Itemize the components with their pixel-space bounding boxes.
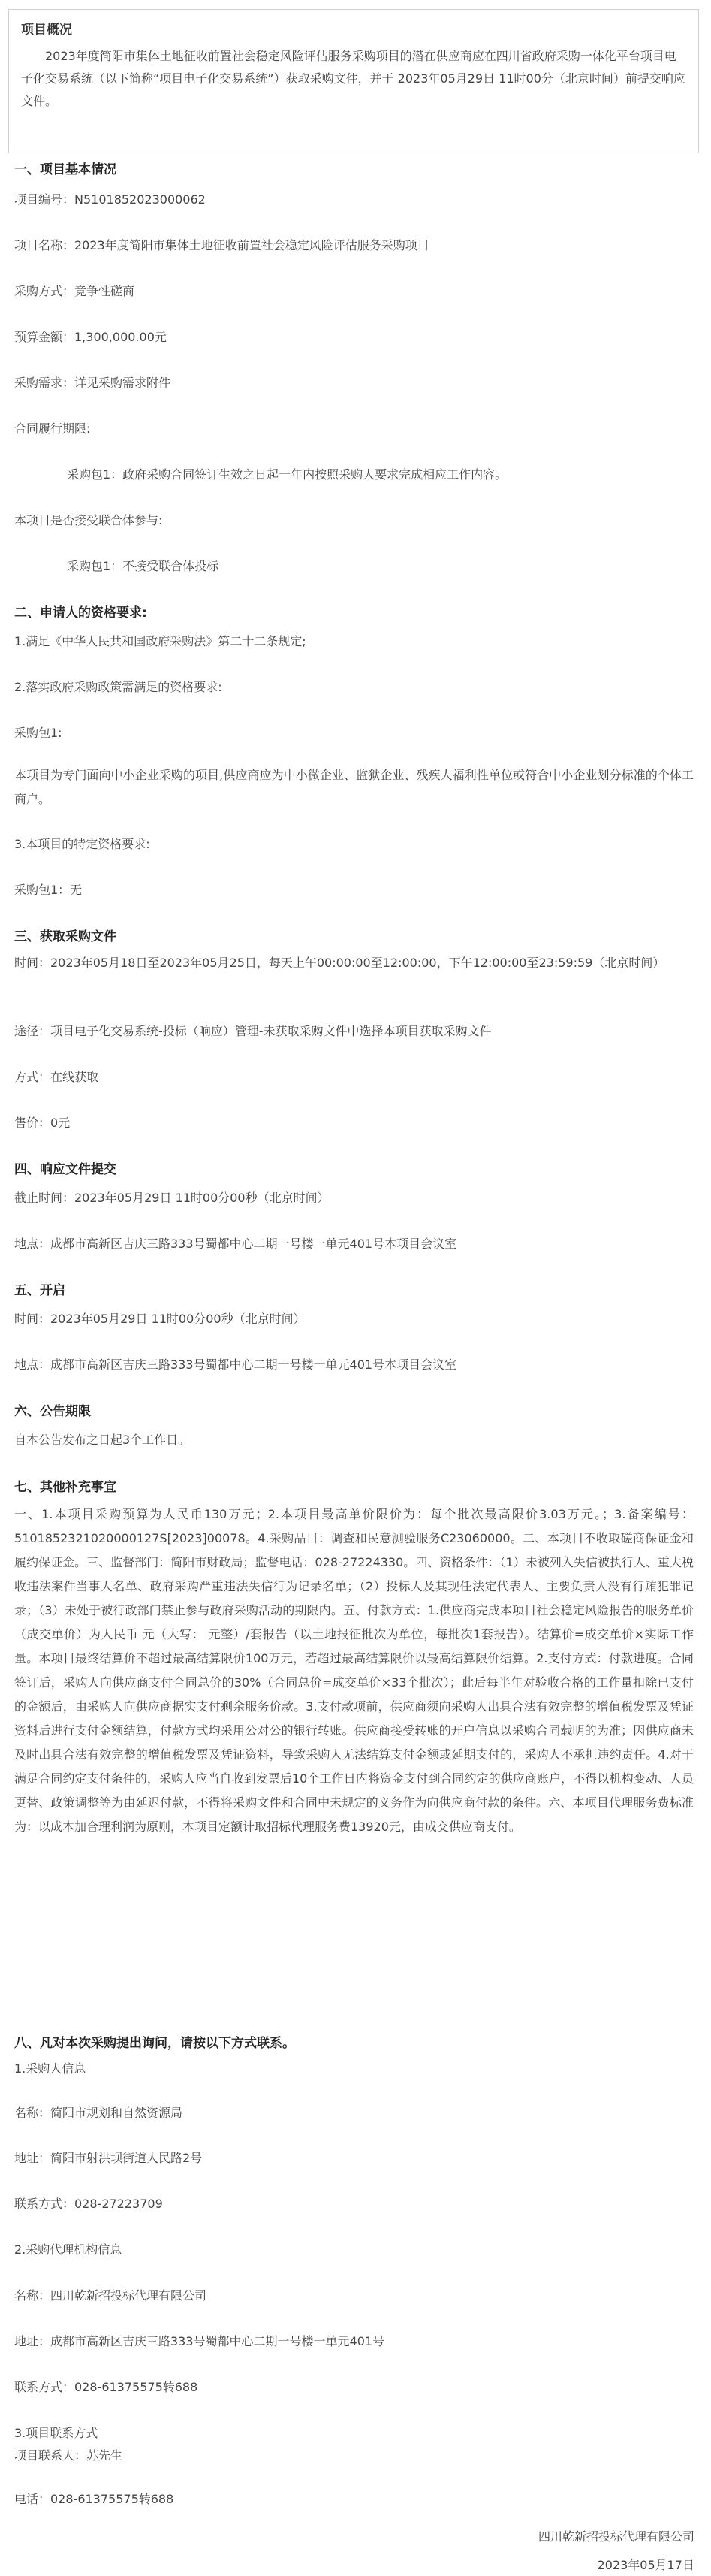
overview-box	[8, 9, 699, 153]
opening-place: 地点：成都市高新区吉庆三路333号蜀都中心二期一号楼一单元401号本项目会议室	[14, 1357, 457, 1372]
overview-title: 项目概况	[21, 23, 72, 38]
section-2-title: 二、申请人的资格要求:	[14, 605, 147, 621]
procurement-method: 采购方式：竞争性磋商	[14, 284, 135, 298]
acquire-route: 途径：项目电子化交易系统-投标（响应）管理-未获取采购文件中选择本项目获取采购文件	[14, 1024, 492, 1038]
supplementary-text: 一、1.本项目采购预算为人民币130万元；2.本项目最高单价限价为：每个批次最高限价3.03万元。；3.备案编号：5101852321020000127S[2023]00078。4.采购品目：调查和民意测验服务C23060000。二、本项目不收取磋商保证金和履约保证金。三、监督部门：简阳市财政局；监督电话：028-27224330。四、资格条件：（1）未被列入失信被执行人、重大税收违法案件当事人名单、政府采购严重违法失信行为记录名单；（2）投标人及其现任法定代表人、主要负责人没有行贿犯罪记录；（3）未处于被行政部门禁止参与政府采购活动的期限内。五、付款方式：1.供应商完成本项目社会稳定风险报告的服务单价（成交单价）为人民币 元（大写： 元整）/套报告（以土地报征批次为单位，每批次1套报告）。结算价=成交单价×实际工作量。本项目最终结算价不超过最高结算限价100万元，若超过最高结算限价以最高结算限价结算。2.支付方式：付款进度。合同签订后，采购人向供应商支付合同总价的30%（合同总价=成交单价×33个批次）；此后每半年对验收合格的工作量扣除已支付的金额后，由采购人向供应商据实支付剩余服务价款。3.支付款项前，供应商须向采购人出具合法有效完整的增值税发票及凭证资料后进行支付金额结算，付款方式均采用公对公的银行转账。供应商接受转账的开户信息以采购合同载明的为准；因供应商未及时出具合法有效完整的增值税发票及凭证资料，导致采购人无法结算支付金额或延期支付的，采购人不承担违约责任。4.对于满足合同约定支付条件的，采购人应当自收到发票后10个工作日内将资金支付到合同约定的供应商账户，不得以机构变动、人员更替、政策调整等为由延迟付款，不得将采购文件和合同中未规定的义务作为向供应商付款的条件。六、本项目代理服务费标准为：以成本加合理利润为原则，本项目定额计取招标代理服务费13920元，由成交供应商支付。	[14, 1507, 694, 1834]
opening-time: 时间：2023年05月29日 11时00分00秒（北京时间）	[14, 1312, 306, 1326]
acquire-way: 方式：在线获取	[14, 1070, 99, 1084]
purchaser-phone: 联系方式：028-27223709	[14, 2197, 163, 2211]
agency-info-title: 2.采购代理机构信息	[14, 2242, 122, 2257]
project-contact-title: 3.项目联系方式	[14, 2426, 98, 2440]
qualification-1: 1.满足《中华人民共和国政府采购法》第二十二条规定;	[14, 634, 306, 648]
agency-address: 地址：成都市高新区吉庆三路333号蜀都中心二期一号楼一单元401号	[14, 2334, 385, 2348]
section-1	[14, 159, 694, 180]
section-6-title: 六、公告期限	[14, 1404, 91, 1419]
procurement-demand: 采购需求：详见采购需求附件	[14, 376, 171, 390]
consortium-pkg1: 采购包1：不接受联合体投标	[67, 559, 219, 573]
notice-period: 自本公告发布之日起3个工作日。	[14, 1433, 191, 1447]
signature-date: 2023年05月17日	[597, 2558, 694, 2572]
contract-period-label: 合同履行期限:	[14, 421, 91, 436]
sme-requirement: 本项目为专门面向中小企业采购的项目,供应商应为中小微企业、监狱企业、残疾人福利性单位或符合中小企业划分标准的个体工商户。	[14, 768, 694, 806]
project-name: 项目名称：2023年度简阳市集体土地征收前置社会稳定风险评估服务采购项目	[14, 238, 429, 252]
acquire-price: 售价：0元	[14, 1116, 71, 1130]
agency-phone: 联系方式：028-61375575转688	[14, 2380, 198, 2394]
purchaser-address: 地址：简阳市射洪坝街道人民路2号	[14, 2151, 203, 2165]
section-7-title: 七、其他补充事宜	[14, 1480, 116, 1495]
purchaser-info-title: 1.采购人信息	[14, 2061, 86, 2076]
qualification-pkg1: 采购包1:	[14, 726, 62, 740]
signature-org: 四川乾新招投标代理有限公司	[538, 2529, 694, 2544]
submission-deadline: 截止时间：2023年05月29日 11时00分00秒（北京时间）	[14, 1191, 330, 1205]
project-contact-person: 项目联系人：苏先生	[14, 2448, 123, 2463]
contract-period-pkg1: 采购包1：政府采购合同签订生效之日起一年内按照采购人要求完成相应工作内容。	[67, 467, 508, 482]
section-3-title: 三、获取采购文件	[14, 929, 116, 944]
submission-place: 地点：成都市高新区吉庆三路333号蜀都中心二期一号楼一单元401号本项目会议室	[14, 1237, 457, 1251]
qualification-3: 3.本项目的特定资格要求:	[14, 837, 150, 851]
section-4-title: 四、响应文件提交	[14, 1162, 116, 1177]
section-5-title: 五、开启	[14, 1283, 65, 1298]
section-8-title: 八、凡对本次采购提出询问，请按以下方式联系。	[14, 2036, 295, 2051]
acquire-time: 时间：2023年05月18日至2023年05月25日，每天上午00:00:00至12:00:00，下午12:00:00至23:59:59（北京时间）	[14, 956, 665, 970]
agency-name: 名称：四川乾新招投标代理有限公司	[14, 2288, 207, 2303]
section-1-title: 一、项目基本情况	[14, 162, 116, 177]
qualification-2: 2.落实政府采购政策需满足的资格要求:	[14, 680, 222, 694]
project-contact-phone: 电话：028-61375575转688	[14, 2492, 174, 2506]
qualification-pkg1-none: 采购包1：无	[14, 883, 83, 897]
consortium-label: 本项目是否接受联合体参与:	[14, 513, 163, 527]
budget-amount: 预算金额：1,300,000.00元	[14, 330, 167, 344]
project-number: 项目编号：N5101852023000062	[14, 192, 206, 207]
overview-text: 2023年度简阳市集体土地征收前置社会稳定风险评估服务采购项目的潜在供应商应在四川省政府采购一体化平台项目电子化交易系统（以下简称“项目电子化交易系统”）获取采购文件，并于 2023年05月29日 11时00分（北京时间）前提交响应文件。	[21, 49, 685, 108]
purchaser-name: 名称：简阳市规划和自然资源局	[14, 2106, 183, 2120]
